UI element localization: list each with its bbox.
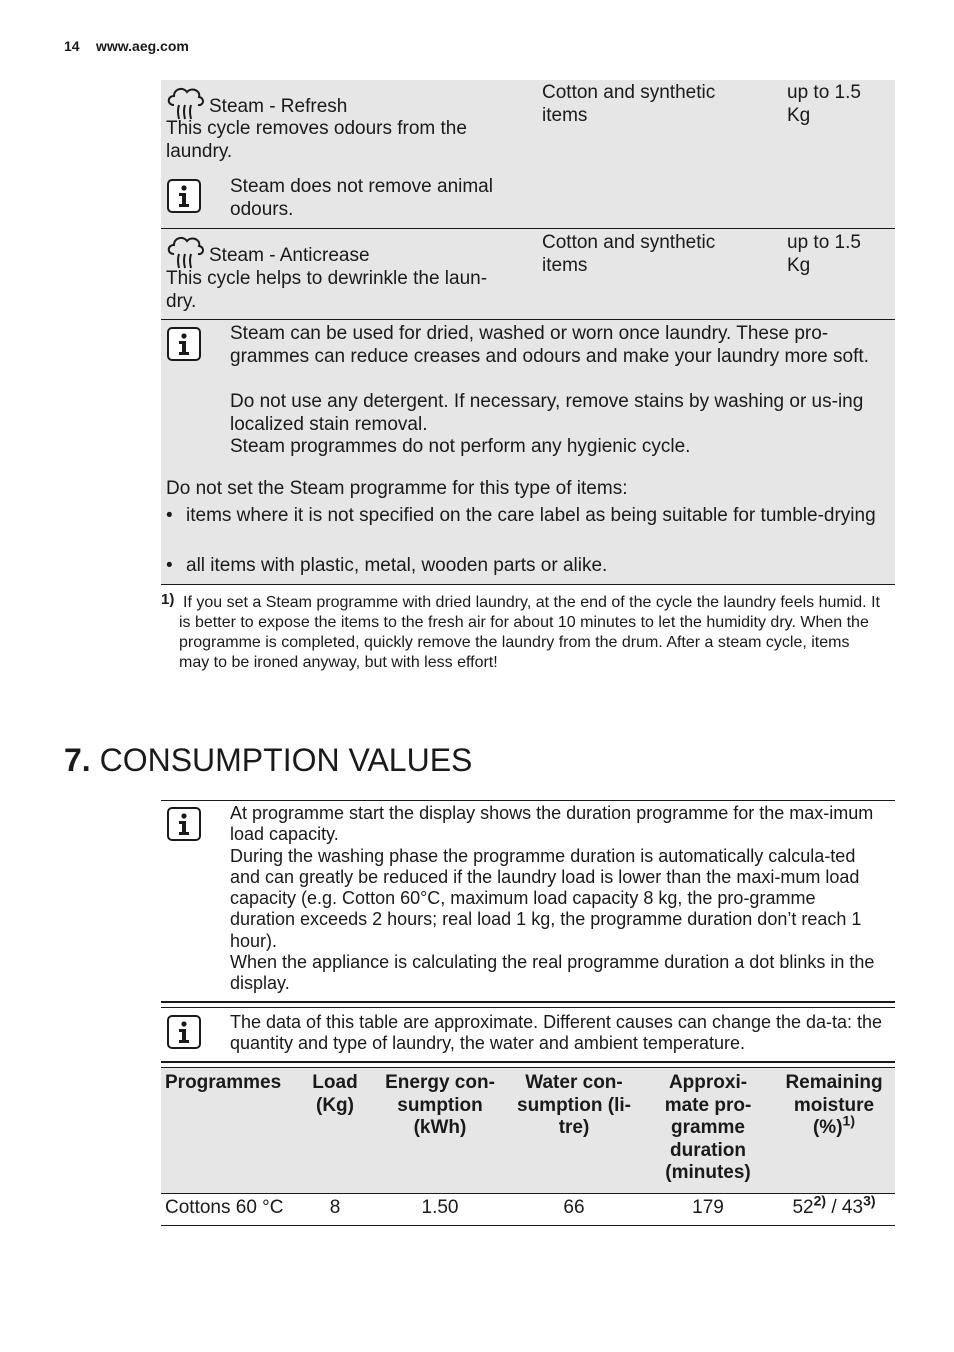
steam-anticrease-row bbox=[161, 229, 895, 319]
info-line: During the washing phase the programme duration is automatically calcula-ted and can greatly be reduced if the laundry load is lower than the maxi-mum load capacity (e.g. Cotton 60°C, maximum load capacity 8 kg, the pro-gramme duration exceeds 2 hours; real load 1 kg, the programme duration don’t reach 1 hour). bbox=[230, 845, 862, 951]
steam-refresh-note: Steam does not remove animal odours. bbox=[230, 176, 493, 220]
section-heading bbox=[64, 740, 472, 780]
duration-cell: 179 bbox=[692, 1196, 724, 1218]
column-header: Approxi-mate pro-gramme duration (minutes) bbox=[643, 1068, 773, 1194]
steam-icon bbox=[165, 234, 205, 270]
bullet-icon: • bbox=[166, 505, 173, 526]
footnote-ref: 3) bbox=[863, 1192, 876, 1209]
column-header-label: Remaining moisture (%) bbox=[785, 1072, 883, 1138]
table-header-row bbox=[161, 1068, 895, 1194]
column-header: Energy con-sumption (kWh) bbox=[375, 1068, 505, 1194]
divider bbox=[161, 584, 895, 585]
moisture-cell bbox=[773, 1193, 895, 1226]
steam-anticrease-name: Steam - Anticrease bbox=[209, 245, 370, 266]
table-row bbox=[161, 1193, 895, 1226]
info-icon bbox=[167, 179, 201, 213]
duration-info-text bbox=[230, 803, 885, 995]
steam-anticrease-description: This cycle helps to dewrinkle the laun-dry. bbox=[166, 268, 488, 312]
page-number: 14 bbox=[64, 38, 80, 54]
info-icon bbox=[167, 327, 201, 361]
footnote-marker: 1) bbox=[161, 591, 175, 608]
divider bbox=[161, 1001, 895, 1003]
steam-anticrease-load-type: Cotton and synthetic items bbox=[542, 232, 716, 276]
steam-info-block bbox=[161, 320, 895, 584]
moisture-separator: / bbox=[826, 1196, 842, 1218]
approximate-data-info: The data of this table are approximate. Different causes can change the da-ta: the quantity and type of laundry, the water and ambient temperature. bbox=[230, 1012, 883, 1054]
info-line: When the appliance is calculating the real programme duration a dot blinks in the display. bbox=[230, 952, 875, 994]
steam-icon bbox=[165, 85, 205, 121]
energy-cell: 1.50 bbox=[421, 1196, 459, 1218]
steam-refresh-name: Steam - Refresh bbox=[209, 96, 348, 117]
steam-refresh-row bbox=[161, 80, 895, 228]
bullet-icon: • bbox=[166, 555, 173, 576]
steam-exclusion-item: all items with plastic, metal, wooden parts or alike. bbox=[186, 555, 608, 576]
section-number: 7. bbox=[64, 742, 91, 778]
info-icon bbox=[167, 807, 201, 841]
steam-anticrease-max-load: up to 1.5 Kg bbox=[787, 232, 861, 276]
column-header: Programmes bbox=[161, 1068, 295, 1194]
steam-refresh-description: This cycle removes odours from the laundry. bbox=[166, 118, 467, 162]
consumption-table bbox=[161, 1067, 895, 1226]
load-cell: 8 bbox=[329, 1196, 341, 1218]
divider bbox=[161, 1061, 895, 1063]
column-header bbox=[773, 1068, 895, 1194]
moisture-value: 52 bbox=[792, 1196, 814, 1218]
programme-cell: Cottons 60 °C bbox=[165, 1196, 284, 1218]
footnote-text: If you set a Steam programme with dried laundry, at the end of the cycle the laundry feels humid. It is better to expose the items to the fresh air for about 10 minutes to let the humidity dry. When the programme is completed, quickly remove the laundry from the drum. After a steam cycle, items may to be ironed anyway, but with less effort! bbox=[179, 594, 880, 671]
steam-exclusions-intro: Do not set the Steam programme for this type of items: bbox=[166, 478, 628, 499]
steam-info-line: Do not use any detergent. If necessary, remove stains by washing or us-ing localized stain removal. bbox=[230, 391, 864, 435]
steam-refresh-max-load: up to 1.5 Kg bbox=[787, 82, 861, 126]
divider bbox=[161, 800, 895, 801]
moisture-value: 43 bbox=[841, 1196, 864, 1218]
steam-refresh-load-type: Cotton and synthetic items bbox=[542, 82, 716, 126]
steam-info-line: Steam programmes do not perform any hygienic cycle. bbox=[230, 436, 691, 457]
column-header: Load (Kg) bbox=[295, 1068, 375, 1194]
header-url: www.aeg.com bbox=[96, 38, 189, 54]
steam-info-line: Steam can be used for dried, washed or worn once laundry. These pro-grammes can reduce creases and odours and make your laundry more soft. bbox=[230, 323, 869, 367]
footnote-ref: 2) bbox=[813, 1192, 827, 1209]
info-line: At programme start the display shows the duration programme for the max-imum load capacity. bbox=[230, 803, 874, 845]
info-icon bbox=[167, 1015, 201, 1049]
water-cell: 66 bbox=[563, 1196, 585, 1218]
steam-exclusion-item: items where it is not specified on the care label as being suitable for tumble-drying bbox=[186, 505, 876, 526]
section-title: CONSUMPTION VALUES bbox=[99, 742, 473, 778]
column-header: Water con-sumption (li-tre) bbox=[505, 1068, 643, 1194]
footnote-ref: 1) bbox=[842, 1112, 855, 1129]
divider bbox=[161, 1007, 895, 1008]
